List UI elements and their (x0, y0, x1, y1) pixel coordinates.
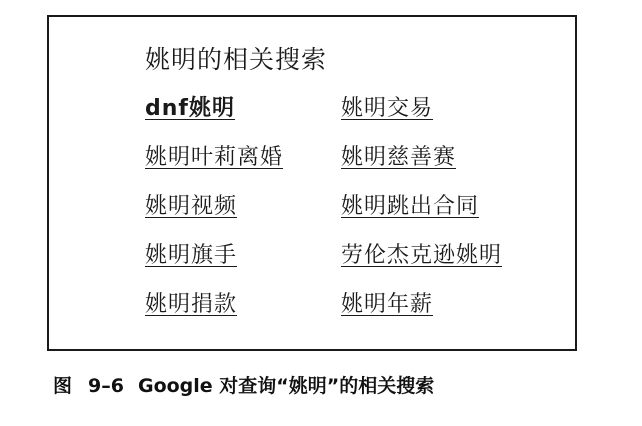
figure-caption-text: Google 对查询“姚明”的相关搜索 (137, 375, 435, 397)
related-link-yaoming-opt-out[interactable]: 姚明跳出合同 (341, 194, 480, 219)
related-link-lauren-jackson-yaoming[interactable]: 劳伦杰克逊姚明 (341, 243, 503, 268)
related-search-heading: 姚明的相关搜索 (145, 45, 328, 74)
related-link-yaoming-donation[interactable]: 姚明捐款 (145, 292, 238, 317)
related-link-yaoming-video[interactable]: 姚明视频 (145, 194, 238, 219)
related-link-dnf-yaoming[interactable]: dnf姚明 (145, 96, 235, 121)
figure-number: 9–6 (88, 375, 124, 397)
related-link-yaoming-trade[interactable]: 姚明交易 (341, 96, 434, 121)
related-link-yaoming-yeli-divorce[interactable]: 姚明叶莉离婚 (145, 145, 284, 170)
related-link-yaoming-salary[interactable]: 姚明年薪 (341, 292, 434, 317)
related-link-yaoming-flag-bearer[interactable]: 姚明旗手 (145, 243, 238, 268)
related-link-yaoming-charity-game[interactable]: 姚明慈善赛 (341, 145, 457, 170)
figure-label: 图 (53, 375, 73, 397)
related-search-box (47, 15, 577, 351)
figure-caption (53, 371, 434, 398)
related-search-links (145, 91, 541, 336)
